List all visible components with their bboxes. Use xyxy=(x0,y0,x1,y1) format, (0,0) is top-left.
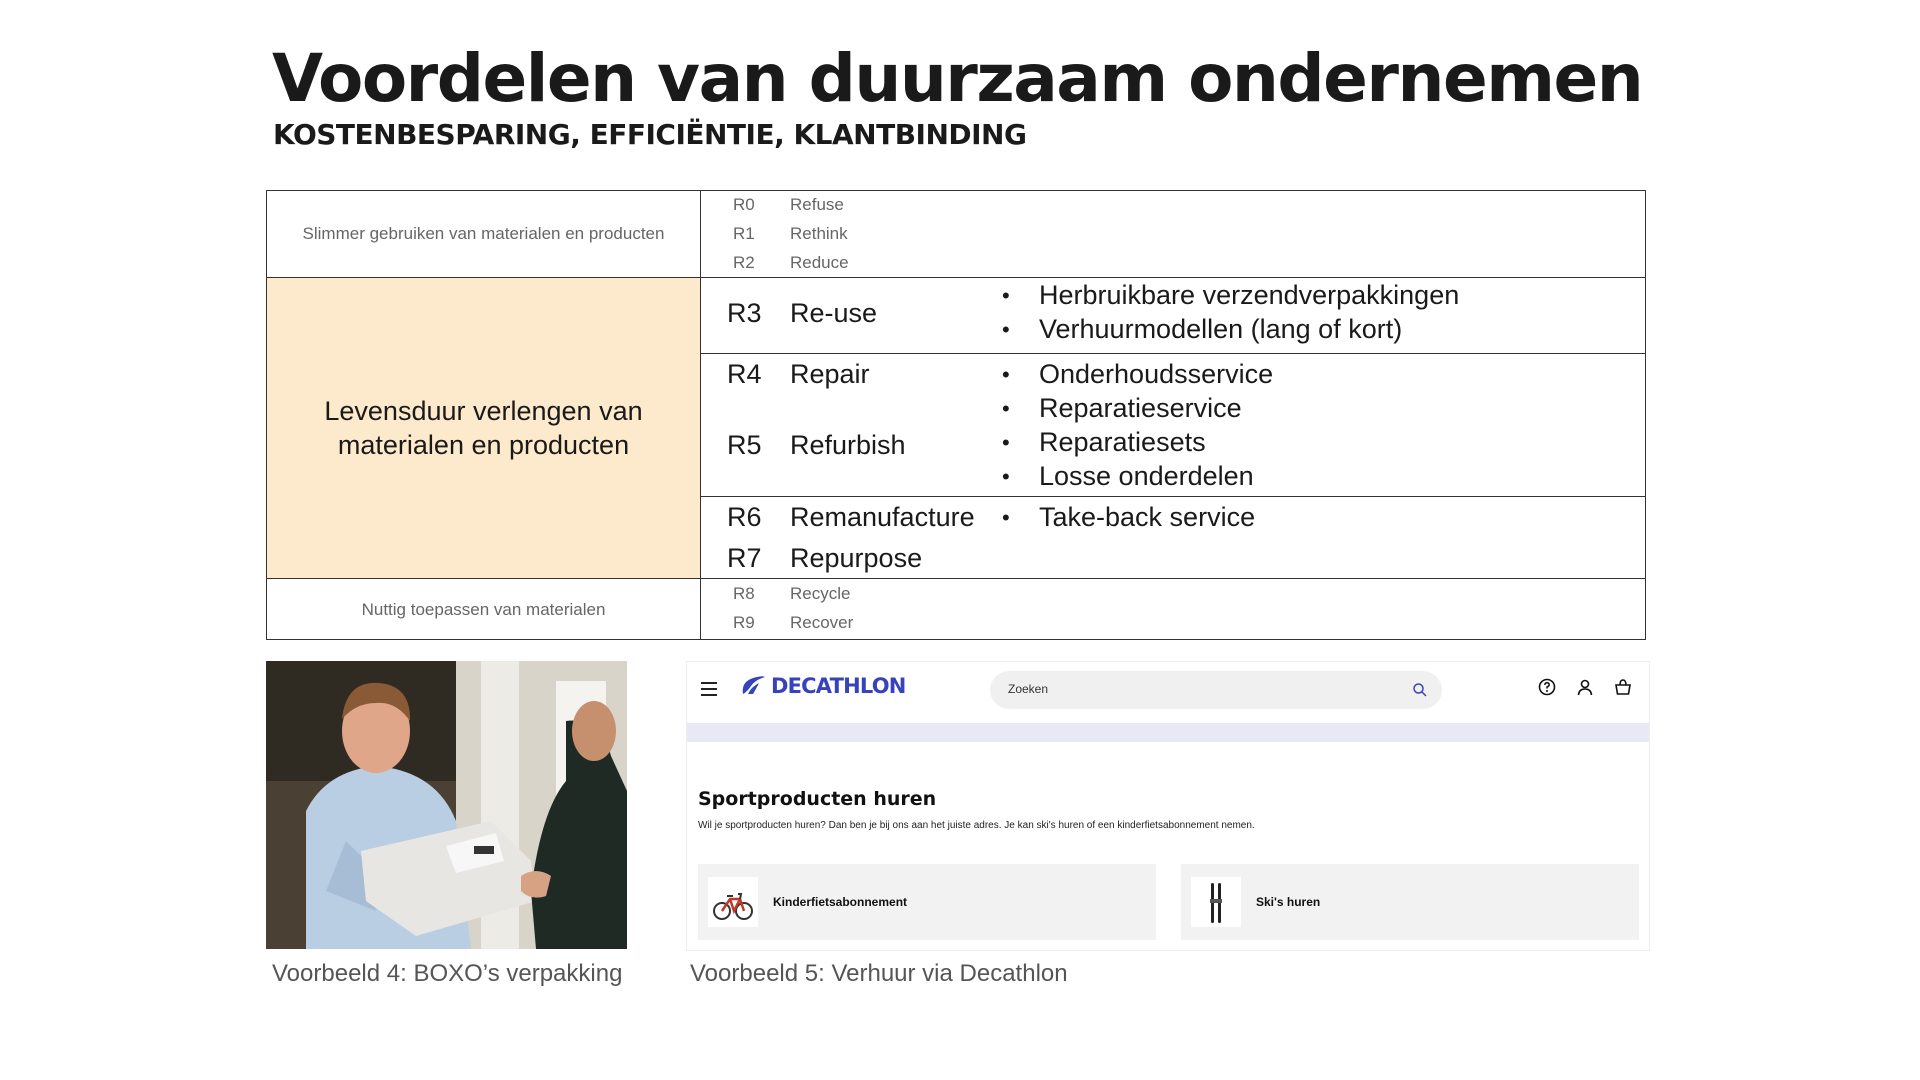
bullet-icon: • xyxy=(1002,464,1010,489)
bullet-text: Verhuurmodellen (lang of kort) xyxy=(1039,314,1403,344)
bullet-icon: • xyxy=(1002,362,1010,387)
category-label: Nuttig toepassen van materialen xyxy=(361,599,606,619)
menu-icon[interactable] xyxy=(701,682,717,696)
slide-subtitle: KOSTENBESPARING, EFFICIËNTIE, KLANTBINDING xyxy=(273,118,1027,151)
decathlon-logo-mark xyxy=(739,674,767,698)
slide-title: Voordelen van duurzaam ondernemen xyxy=(272,40,1643,117)
caption-example-4: Voorbeeld 4: BOXO’s verpakking xyxy=(272,960,623,987)
r-name: Re-use xyxy=(790,298,878,328)
r-code: R1 xyxy=(733,224,755,243)
bullet-text: Losse onderdelen xyxy=(1039,461,1254,491)
bullet-text: Reparatieservice xyxy=(1039,393,1242,423)
decathlon-rental-screenshot xyxy=(686,661,1650,951)
cart-icon[interactable] xyxy=(1614,678,1632,696)
help-icon[interactable] xyxy=(1538,678,1556,696)
r-code: R3 xyxy=(727,298,762,328)
bullet-icon: • xyxy=(1002,396,1010,421)
r-code: R8 xyxy=(733,584,755,603)
r-ladder-table xyxy=(266,190,1646,640)
r-code: R7 xyxy=(727,543,762,573)
bullet-text: Onderhoudsservice xyxy=(1039,359,1274,389)
bullet-icon: • xyxy=(1002,505,1010,530)
subrow-repair-refurbish xyxy=(701,354,1645,497)
search-placeholder: Zoeken xyxy=(1008,682,1049,696)
bullet-text: Reparatiesets xyxy=(1039,427,1206,457)
bullet-text: Take-back service xyxy=(1039,502,1256,532)
r-code: R0 xyxy=(733,195,755,214)
search-input[interactable] xyxy=(990,671,1442,709)
account-icon[interactable] xyxy=(1576,678,1594,696)
r-code: R2 xyxy=(733,253,755,272)
card-label: Kinderfietsabonnement xyxy=(773,895,908,909)
table-row-smarter-use xyxy=(267,191,1645,278)
bullet-icon: • xyxy=(1002,317,1010,342)
card-kinderfiets[interactable] xyxy=(698,864,1156,940)
bike-icon xyxy=(708,877,758,927)
page-description: Wil je sportproducten huren? Dan ben je bij ons aan het juiste adres. Je kan ski's huren of een kinderfietsabonnement nemen. xyxy=(698,820,1255,831)
category-label: Slimmer gebruiken van materialen en producten xyxy=(302,224,665,243)
decathlon-logo[interactable] xyxy=(739,674,906,698)
r-code: R6 xyxy=(727,502,762,532)
r-name: Rethink xyxy=(790,224,848,243)
boxo-packaging-photo xyxy=(266,661,627,949)
search-icon[interactable] xyxy=(1412,682,1428,698)
page-heading: Sportproducten huren xyxy=(698,788,937,810)
subrow-reuse xyxy=(701,278,1645,354)
r-name: Remanufacture xyxy=(790,502,975,532)
r-name: Reduce xyxy=(790,253,849,272)
r-code: R5 xyxy=(727,430,762,460)
bullet-icon: • xyxy=(1002,283,1010,308)
table-row-extend-lifespan xyxy=(267,278,1645,579)
category-label-highlighted: Levensduur verlengen van materialen en producten xyxy=(267,278,700,578)
r-name: Refuse xyxy=(790,195,844,214)
card-skis[interactable] xyxy=(1181,864,1639,940)
skis-icon xyxy=(1191,877,1241,927)
bullet-text: Herbruikbare verzendverpakkingen xyxy=(1039,280,1460,310)
caption-example-5: Voorbeeld 5: Verhuur via Decathlon xyxy=(690,960,1068,987)
r-name: Recover xyxy=(790,613,854,632)
table-row-useful-application xyxy=(267,579,1645,640)
promo-band xyxy=(687,723,1649,742)
r-name: Recycle xyxy=(790,584,851,603)
r-code: R9 xyxy=(733,613,755,632)
r-code: R4 xyxy=(727,359,762,389)
logo-text: DECATHLON xyxy=(771,674,906,698)
bullet-icon: • xyxy=(1002,430,1010,455)
r-name: Repurpose xyxy=(790,543,923,573)
card-label: Ski's huren xyxy=(1256,895,1321,909)
photo-illustration xyxy=(266,661,627,949)
r-name: Repair xyxy=(790,359,870,389)
subrow-remanufacture-repurpose xyxy=(701,497,1645,579)
r-name: Refurbish xyxy=(790,430,906,460)
